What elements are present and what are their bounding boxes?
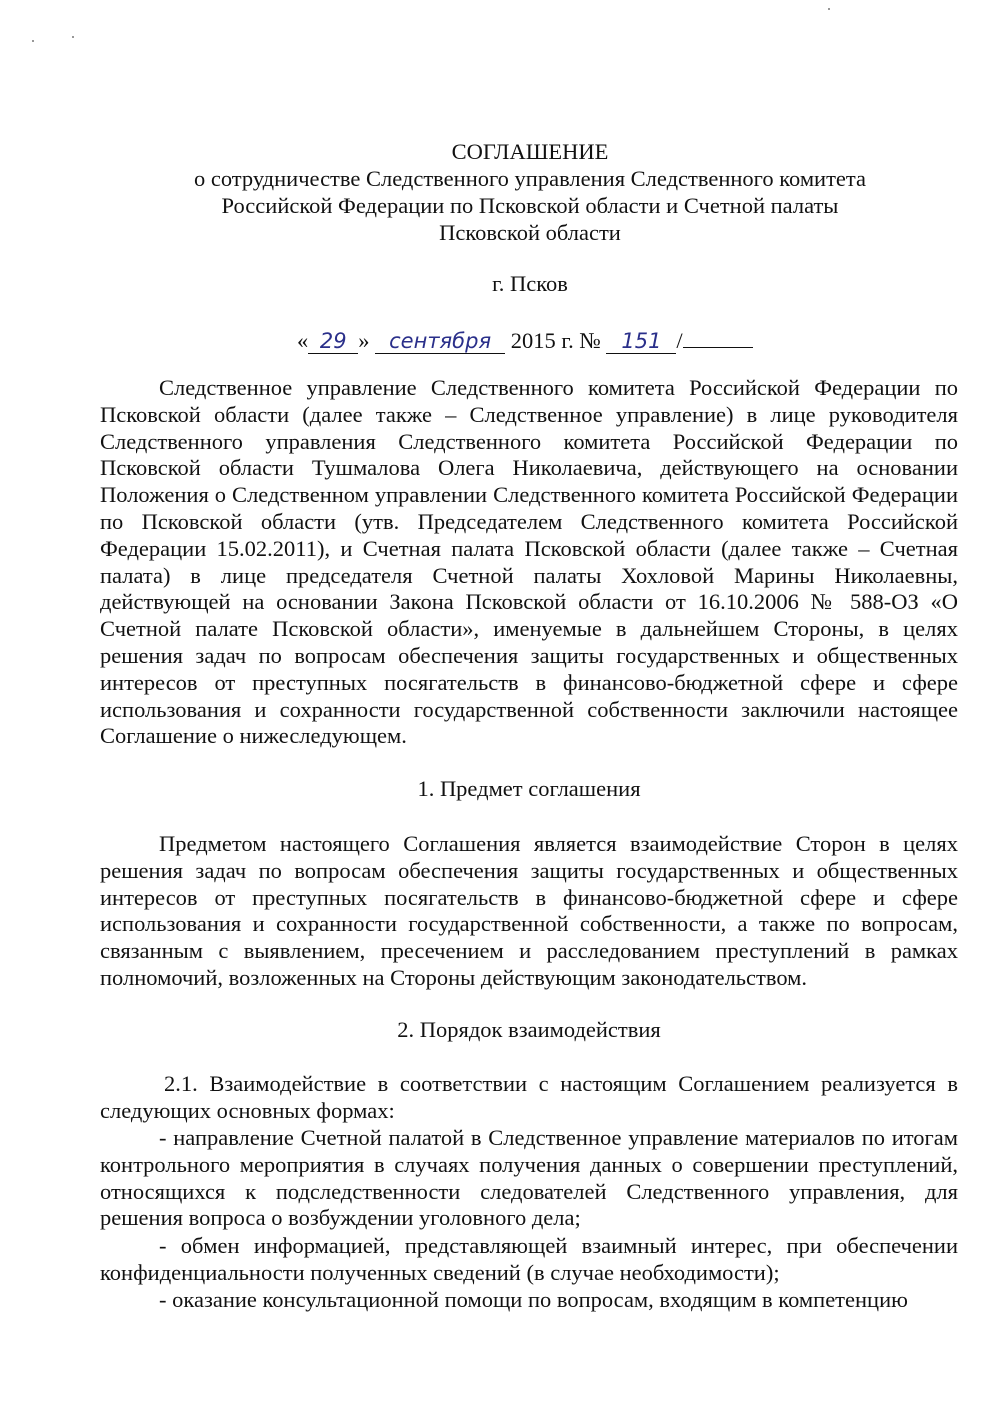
number-blank-line	[683, 323, 753, 348]
open-quote: «	[297, 328, 309, 353]
section-2-1-paragraph: 2.1. Взаимодействие в соответствии с настоящим Соглашением реализуется в следующих основных формах:	[100, 1071, 958, 1123]
scan-speck	[72, 36, 74, 38]
handwritten-number: 151	[606, 329, 676, 354]
section-2-heading: 2. Порядок взаимодействия	[397, 1017, 661, 1042]
title-line-1: СОГЛАШЕНИЕ	[451, 139, 609, 164]
scan-speck	[32, 40, 34, 42]
title-line-2: о сотрудничестве Следственного управления Следственного комитета	[193, 166, 867, 191]
title-line-3: Российской Федерации по Псковской области и Счетной палаты	[221, 193, 839, 218]
section-2-item-3: - оказание консультационной помощи по вопросам, входящим в компетенцию	[159, 1287, 908, 1312]
slash: /	[676, 328, 683, 353]
section-1-heading: 1. Предмет соглашения	[417, 776, 641, 801]
handwritten-month: сентября	[375, 329, 505, 354]
section-2-item-2: - обмен информацией, представляющей взаимный интерес, при обеспечении конфиденциальности полученных сведений (в случае необходимости);	[100, 1233, 958, 1285]
city: г. Псков	[492, 271, 568, 296]
close-quote: »	[358, 328, 370, 353]
scan-speck	[828, 8, 830, 10]
section-2-item-1: - направление Счетной палатой в Следственное управление материалов по итогам контрольного мероприятия в случаях получения данных о совершении преступлений, относящихся к подследственности следователей Следственного управления, для решения вопроса о возбуждении уголовного дела;	[100, 1125, 958, 1231]
agreement-date-number	[297, 323, 753, 356]
section-1-paragraph: Предметом настоящего Соглашения является взаимодействие Сторон в целях решения задач по вопросам обеспечения защиты государственных и общественных интересов от преступных посягательств в финансово-бюджетной сфере и сфере использования и сохранности государственной собственности, а также по вопросам, связанным с выявлением, пресечением и расследованием преступлений в рамках полномочий, возложенных на Стороны действующим законодательством.	[100, 831, 958, 990]
document-title	[100, 138, 960, 246]
year-text: 2015 г. №	[510, 328, 601, 353]
handwritten-day: 29	[308, 329, 358, 354]
preamble-paragraph: Следственное управление Следственного комитета Российской Федерации по Псковской области (далее также – Следственное управление) в лице руководителя Следственного управления Следственного комитета Российской Федерации по Псковской области Тушмалова Олега Николаевича, действующего на основании Положения о Следственном управлении Следственного комитета Российской Федерации по Псковской области (утв. Председателем Следственного комитета Российской Федерации 15.02.2011), и Счетная палата Псковской области (далее также – Счетная палата) в лице председателя Счетной палаты Хохловой Марины Николаевны, действующей на основании Закона Псковской области от 16.10.2006 № 588-ОЗ «О Счетной палате Псковской области», именуемые в дальнейшем Стороны, в целях решения задач по вопросам обеспечения защиты государственных и общественных интересов от преступных посягательств в финансово-бюджетной сфере и сфере использования и сохранности государственной собственности заключили настоящее Соглашение о нижеследующем.	[100, 375, 958, 749]
title-line-4: Псковской области	[439, 220, 621, 245]
